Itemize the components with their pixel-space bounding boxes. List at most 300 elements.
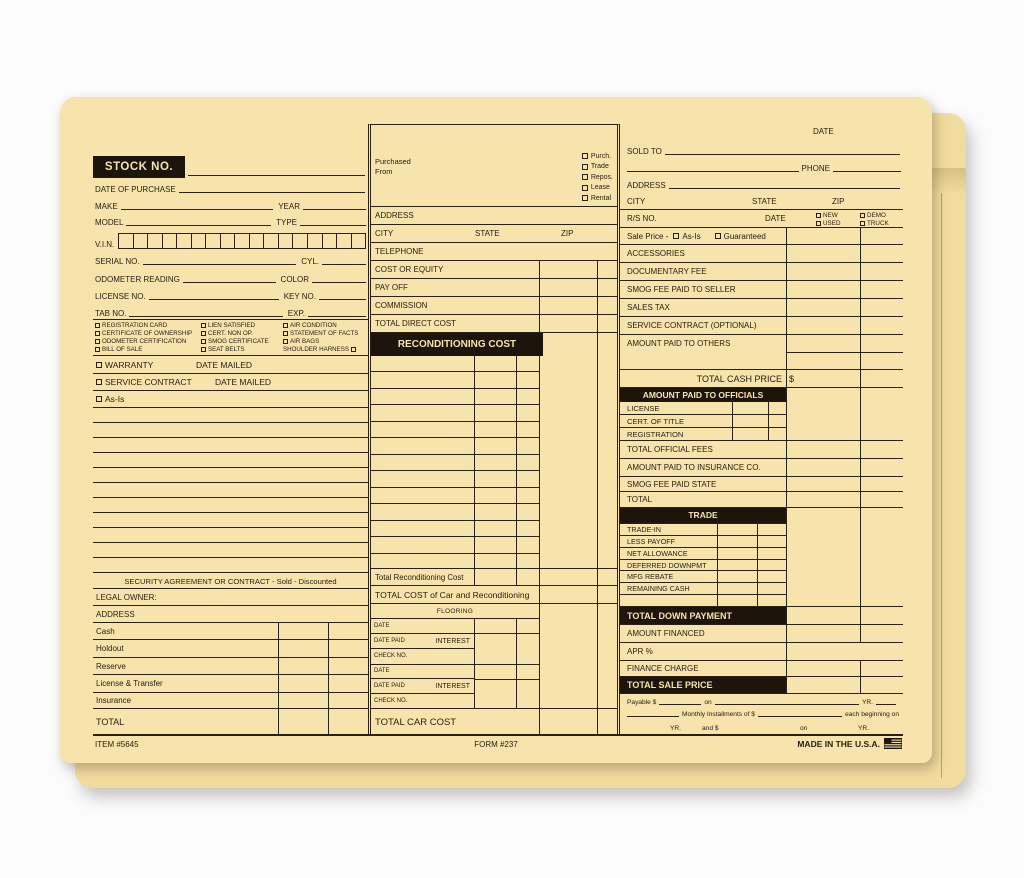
row-label: PAY OFF [375, 283, 408, 292]
desc-cell [371, 488, 474, 503]
table-row [93, 693, 368, 709]
table-row [620, 317, 903, 335]
blank-line [627, 716, 679, 717]
warranty-label: WARRANTY [105, 359, 154, 370]
amount-cell [717, 560, 757, 571]
table-row [620, 415, 786, 428]
amount-cell [539, 297, 597, 314]
table-row [93, 640, 368, 658]
amount-cell [768, 415, 786, 427]
amount-cell [278, 658, 328, 674]
row-label: SERVICE CONTRACT (OPTIONAL) [627, 321, 757, 330]
amount-cell [474, 471, 516, 486]
checkbox[interactable] [95, 347, 100, 352]
flooring-group [371, 619, 539, 664]
table-row [371, 405, 539, 421]
table-row [371, 694, 474, 708]
table-row [93, 623, 368, 640]
amount-cell [786, 677, 860, 693]
amount-cell [768, 402, 786, 414]
amount-cell [717, 548, 757, 559]
checkbox-item [201, 322, 283, 329]
blank-line [833, 171, 901, 172]
amount-cell [786, 228, 860, 244]
total-recon-row [371, 569, 617, 586]
blank-line [93, 483, 368, 498]
rs-no-row [620, 210, 903, 228]
checkbox[interactable] [96, 362, 102, 368]
field-vin [93, 228, 368, 250]
amount-cell [474, 372, 516, 387]
field-label: COLOR [280, 275, 309, 284]
amount-cell [860, 625, 903, 642]
amount-cell [516, 422, 539, 437]
reconditioning-section [371, 333, 617, 569]
amount-cell [597, 569, 617, 585]
amount-cell [278, 675, 328, 692]
amount-cell [786, 661, 860, 676]
amount-cell [717, 524, 757, 535]
desc-cell [371, 554, 474, 569]
checkbox-item [201, 346, 283, 353]
amount-cell [475, 619, 516, 634]
checkbox-label: SEAT BELTS [208, 346, 245, 353]
checkbox-item [860, 211, 889, 219]
table-row [371, 389, 539, 405]
telephone-row [371, 243, 617, 261]
row-label: COMMISSION [375, 301, 428, 310]
payable-line-2 [620, 708, 903, 720]
made-in-usa-label: MADE IN THE U.S.A. [797, 738, 880, 749]
source-checkbox-list [582, 151, 613, 204]
table-row [371, 537, 539, 553]
checkbox[interactable] [816, 221, 821, 226]
checkbox-label: Purch. [590, 152, 612, 160]
amount-cell [474, 488, 516, 503]
row-label: REGISTRATION [627, 429, 684, 439]
checkbox[interactable] [582, 195, 588, 201]
row-label: TRADE-IN [627, 524, 661, 534]
desc-cell [371, 521, 474, 536]
row-label: TOTAL SALE PRICE [620, 677, 786, 693]
checkbox-column [283, 322, 368, 355]
row-label: TOTAL DIRECT COST [375, 319, 457, 328]
amount-cell [786, 245, 860, 262]
row-label: ACCESSORIES [627, 249, 685, 258]
table-row [371, 372, 539, 388]
checkbox-label: As-Is [682, 231, 701, 241]
row-label: AMOUNT PAID TO INSURANCE CO. [627, 463, 761, 472]
table-row [371, 488, 539, 504]
amount-cell [516, 521, 539, 536]
as-is-row [93, 391, 368, 408]
amount-cell [278, 693, 328, 708]
amount-cell [786, 335, 860, 369]
date-label: DATE [374, 623, 390, 630]
blank-line [665, 154, 900, 155]
table-row [371, 455, 539, 471]
amount-cell [328, 709, 368, 735]
checkbox-item [582, 172, 613, 183]
amount-cell [516, 405, 539, 420]
checkbox-label: TRUCK [867, 219, 889, 227]
amount-cell [474, 504, 516, 519]
checkbox[interactable] [283, 339, 288, 344]
amount-column [474, 665, 516, 709]
blank-line [93, 513, 368, 528]
checkbox[interactable] [95, 339, 100, 344]
address-row [371, 207, 617, 225]
checkbox[interactable] [351, 347, 356, 352]
address-label: ADDRESS [96, 609, 135, 619]
purchased-from-cell [371, 125, 617, 207]
blank-line [143, 264, 297, 265]
amount-cell [717, 595, 757, 606]
checkbox-item [95, 330, 201, 337]
desc-cell [371, 356, 474, 371]
table-row [620, 299, 903, 317]
made-in-usa [797, 738, 902, 749]
table-row [371, 679, 474, 694]
checkbox-label: Repos. [590, 173, 613, 181]
amount-cell [517, 665, 539, 680]
city-label: CITY [375, 229, 394, 238]
legal-owner-row [93, 589, 368, 606]
date-label: DATE [765, 214, 786, 223]
checkbox-label: STATEMENT OF FACTS [290, 330, 359, 337]
amount-cell [860, 299, 903, 316]
checkbox-item [582, 193, 613, 204]
service-contract-row [93, 374, 368, 391]
amount-cell [860, 677, 903, 693]
amount-cell [717, 536, 757, 547]
row-label: TOTAL COST of Car and Reconditioning [375, 589, 530, 600]
desc-cell [371, 372, 474, 387]
city-state-zip-row [620, 191, 903, 210]
amount-cell [517, 680, 539, 709]
checkbox[interactable] [582, 153, 588, 159]
row-label: AMOUNT FINANCED [627, 629, 705, 638]
table-row [620, 492, 903, 508]
checkbox-label: BILL OF SALE [102, 346, 143, 353]
amount-cell [516, 438, 539, 453]
amount-cell [474, 554, 516, 569]
desc-cell [371, 422, 474, 437]
desc-cell [371, 471, 474, 486]
checkbox-column [201, 322, 283, 355]
phone-label: PHONE [801, 164, 830, 173]
field-tab-exp [93, 302, 368, 319]
row-label: Cash [96, 626, 115, 636]
row-label: SMOG FEE PAID STATE [627, 479, 717, 489]
checkbox[interactable] [582, 164, 588, 170]
checkbox-label: Rental [590, 194, 612, 202]
table-row [620, 582, 786, 594]
blank-line [149, 299, 279, 300]
blank-line [659, 704, 701, 705]
checkbox-item [816, 219, 841, 227]
blank-line [627, 171, 799, 172]
back-folder-crease [941, 193, 942, 778]
checkbox[interactable] [96, 379, 102, 385]
checkbox-label: REGISTRATION CARD [102, 322, 168, 329]
field-label: YEAR [278, 202, 300, 211]
total-down-payment-row [620, 607, 903, 625]
checkbox-label: Lease [590, 184, 610, 192]
amount-cell [475, 680, 516, 709]
table-row [620, 625, 903, 643]
table-row [371, 438, 539, 454]
checkbox-item [816, 211, 841, 219]
checkbox[interactable] [860, 221, 865, 226]
amount-cell [328, 623, 368, 639]
amount-cell [732, 428, 768, 440]
row-label: CERT. OF TITLE [627, 416, 685, 426]
unit-type-group [860, 211, 889, 227]
checkbox[interactable] [816, 213, 821, 218]
trade-table [620, 508, 786, 606]
state-label: STATE [752, 197, 777, 206]
amount-cell [757, 548, 786, 559]
row-label: REMAINING CASH [627, 584, 690, 594]
amount-cell [786, 299, 860, 316]
checkbox[interactable] [582, 185, 588, 191]
checkbox[interactable] [201, 347, 206, 352]
telephone-label: TELEPHONE [375, 247, 424, 256]
and-label: and $ [702, 725, 719, 732]
desc-cell [371, 405, 474, 420]
amount-cell [786, 459, 860, 476]
total-row [93, 709, 368, 735]
table-row [620, 547, 786, 559]
table-row [620, 281, 903, 299]
amount-cell [539, 709, 597, 736]
field-label: TAB NO. [95, 309, 127, 318]
monthly-label: Monthly Installments of $ [682, 711, 755, 718]
checkbox-label: ODOMETER CERTIFICATION [102, 338, 187, 345]
field-label: MAKE [95, 202, 118, 211]
checkbox-label: USED [823, 219, 841, 227]
payable-label: Payable $ [627, 699, 657, 706]
cost-column [368, 124, 620, 735]
address-label: ADDRESS [627, 181, 666, 190]
checkbox[interactable] [582, 174, 588, 180]
flooring-table [371, 604, 539, 708]
city-label: CITY [627, 197, 646, 206]
checkbox[interactable] [283, 331, 288, 336]
total-sale-price-row [620, 677, 903, 694]
flooring-section [371, 604, 617, 709]
checkbox[interactable] [96, 396, 102, 402]
amount-cell [757, 536, 786, 547]
checkbox[interactable] [95, 323, 100, 328]
amount-cell [517, 634, 539, 664]
amount-cell [732, 402, 768, 414]
amount-cell [516, 389, 539, 404]
row-label: SALES TAX [627, 303, 670, 312]
yr-label: YR. [670, 725, 681, 732]
amount-cell [516, 471, 539, 486]
divider [597, 333, 598, 568]
table-row [620, 245, 903, 263]
blank-line [312, 282, 366, 283]
payable-line-1 [620, 694, 903, 708]
amount-cell [786, 508, 860, 606]
trade-section [620, 508, 903, 607]
row-label: TOTAL CASH PRICE [696, 373, 782, 384]
amount-cell [328, 640, 368, 657]
row-label: License & Transfer [96, 679, 163, 688]
field-label: DATE OF PURCHASE [95, 185, 176, 194]
amount-column [474, 619, 516, 664]
stock-no-header: STOCK NO. [93, 156, 185, 178]
checkbox-item [283, 330, 368, 337]
amount-cell [474, 569, 516, 585]
amount-cell [597, 315, 617, 332]
officials-header: AMOUNT PAID TO OFFICIALS [620, 388, 786, 402]
checkbox[interactable] [201, 339, 206, 344]
amount-cell [597, 709, 617, 736]
amount-cell [474, 356, 516, 371]
checkbox-item [582, 151, 613, 162]
blank-line [93, 438, 368, 453]
row-label: TOTAL DOWN PAYMENT [620, 607, 786, 624]
field-serial-cyl [93, 250, 368, 267]
checkbox[interactable] [673, 233, 679, 239]
checkbox-item [95, 338, 201, 345]
checkbox[interactable] [715, 233, 721, 239]
row-label: DOCUMENTARY FEE [627, 267, 707, 276]
address-label: ADDRESS [375, 211, 414, 220]
amount-cell [757, 583, 786, 594]
checkbox-item [283, 346, 368, 353]
checkbox[interactable] [201, 331, 206, 336]
field-make-year [93, 195, 368, 212]
blank-line [93, 498, 368, 513]
table-row [371, 471, 539, 487]
checkbox-label: SMOG CERTIFICATE [208, 338, 269, 345]
field-label: ODOMETER READING [95, 275, 180, 284]
amount-cell [474, 521, 516, 536]
table-row [620, 535, 786, 547]
yr-label: YR. [858, 725, 869, 732]
amount-cell [278, 640, 328, 657]
amount-cell [786, 281, 860, 298]
date-row [620, 124, 903, 137]
row-label: Reserve [96, 661, 126, 671]
amount-cell [474, 455, 516, 470]
field-date-of-purchase [93, 178, 368, 195]
checkbox-item [95, 346, 201, 353]
blank-line [183, 282, 276, 283]
blank-line [300, 225, 366, 226]
blank-line [669, 188, 900, 189]
amount-cell [475, 665, 516, 680]
row-label: TOTAL OFFICIAL FEES [627, 445, 713, 454]
checkbox-label: DEMO [867, 211, 886, 219]
stock-no-row [93, 152, 368, 178]
row-label: SMOG FEE PAID TO SELLER [627, 285, 736, 294]
amount-cell [516, 554, 539, 569]
on-label: on [704, 699, 712, 706]
as-is-label: As-Is [105, 394, 125, 404]
table-row [620, 428, 786, 440]
desc-cell [371, 504, 474, 519]
amount-cell [539, 279, 597, 296]
rs-no-label: R/S NO. [627, 214, 657, 223]
apr-row [620, 643, 903, 661]
flooring-labels [371, 665, 474, 709]
blank-line [129, 316, 282, 317]
table-row [620, 661, 903, 677]
officials-table [620, 388, 786, 440]
amount-cell [732, 415, 768, 427]
table-row [371, 521, 539, 537]
checkbox[interactable] [95, 331, 100, 336]
blank-line [93, 453, 368, 468]
amount-cell [475, 634, 516, 664]
date-mailed-label: DATE MAILED [215, 377, 272, 387]
table-row [371, 665, 474, 680]
divider [539, 356, 540, 568]
blank-line [758, 716, 842, 717]
amount-cell [786, 441, 860, 458]
table-row [371, 554, 539, 569]
reconditioning-header: RECONDITIONING COST [371, 333, 543, 356]
checkbox-label: AIR BAGS [290, 338, 320, 345]
checkbox[interactable] [860, 213, 865, 218]
checkbox-item [95, 322, 201, 329]
checkbox-item [283, 322, 368, 329]
row-label: Holdout [96, 644, 124, 653]
checkbox[interactable] [201, 323, 206, 328]
table-row [620, 335, 903, 370]
amount-cell [539, 586, 597, 603]
security-agreement-title: SECURITY AGREEMENT OR CONTRACT - Sold - Discounted [93, 573, 368, 589]
amount-cell [786, 607, 860, 624]
table-row [93, 658, 368, 675]
checkbox-label: NEW [823, 211, 838, 219]
amount-cell [786, 643, 903, 660]
amount-cell [278, 709, 328, 735]
amount-cell [860, 459, 903, 476]
row-label: COST OR EQUITY [375, 265, 444, 274]
yr-label: YR. [862, 699, 873, 706]
field-label: LICENSE NO. [95, 292, 146, 301]
field-label: CYL. [301, 257, 319, 266]
field-label: SERIAL NO. [95, 257, 140, 266]
checkbox[interactable] [283, 323, 288, 328]
checkbox-item [860, 219, 889, 227]
row-label: DEFERRED DOWNPMT [627, 560, 707, 570]
amount-cell [768, 428, 786, 440]
amount-cell [516, 504, 539, 519]
amount-cell [757, 571, 786, 582]
address-row [93, 606, 368, 623]
item-number: ITEM #5645 [95, 740, 139, 749]
amount-cell [860, 228, 903, 244]
checkbox-label: CERTIFICATE OF OWNERSHIP [102, 330, 193, 337]
reconditioning-table [371, 356, 539, 569]
row-label: LICENSE [627, 403, 660, 413]
amount-cell [597, 279, 617, 296]
date-paid-label: DATE PAID [374, 638, 405, 645]
trade-header: TRADE [620, 508, 786, 523]
amount-cell [597, 604, 617, 708]
payable-line-3 [620, 720, 903, 735]
amount-cell [860, 508, 903, 606]
table-row [371, 261, 617, 279]
